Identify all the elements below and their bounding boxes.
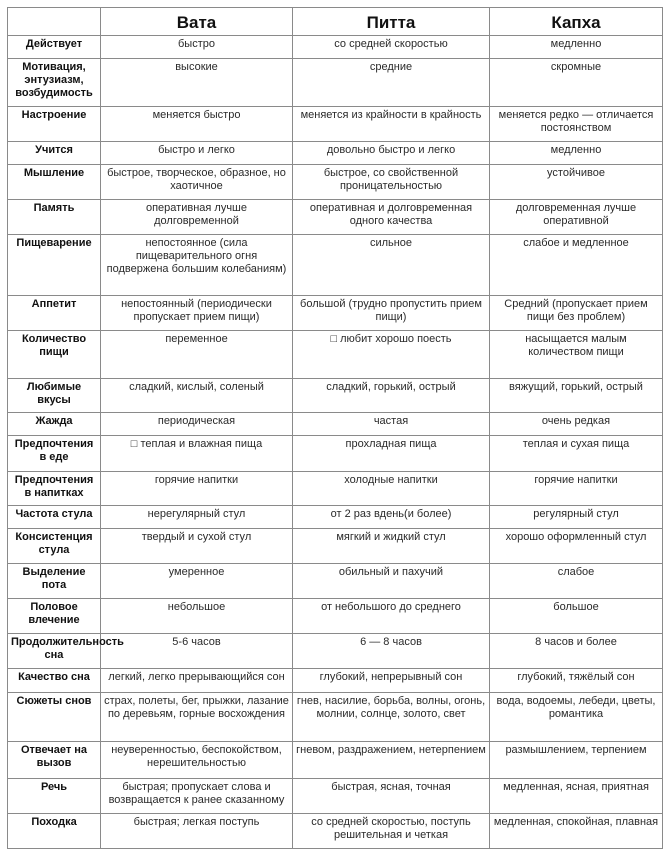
row-label: Настроение — [8, 107, 101, 142]
table-row — [8, 693, 663, 742]
table-row — [8, 165, 663, 200]
cell-pitta: глубокий, непрерывный сон — [293, 669, 490, 693]
cell-pitta: гнев, насилие, борьба, волны, огонь, молнии, солнце, золото, свет — [293, 693, 490, 742]
table-row — [8, 779, 663, 814]
row-label: Действует — [8, 36, 101, 59]
table-row — [8, 331, 663, 379]
dosha-comparison-table — [7, 7, 663, 849]
cell-vata: □ теплая и влажная пища — [101, 436, 293, 472]
cell-pitta: частая — [293, 413, 490, 436]
cell-pitta: холодные напитки — [293, 472, 490, 506]
row-label: Предпочтения в еде — [8, 436, 101, 472]
cell-kapha: регулярный стул — [490, 506, 663, 529]
table-row — [8, 36, 663, 59]
table-row — [8, 506, 663, 529]
cell-pitta: быстрое, со свойственной проницательностью — [293, 165, 490, 200]
cell-kapha: горячие напитки — [490, 472, 663, 506]
table-row — [8, 142, 663, 165]
cell-kapha: медленная, спокойная, плавная — [490, 814, 663, 849]
table-row — [8, 200, 663, 235]
row-label: Частота стула — [8, 506, 101, 529]
cell-kapha: медленно — [490, 142, 663, 165]
cell-vata: переменное — [101, 331, 293, 379]
table-row — [8, 564, 663, 599]
cell-kapha: медленно — [490, 36, 663, 59]
table-row — [8, 436, 663, 472]
cell-vata: меняется быстро — [101, 107, 293, 142]
cell-kapha: очень редкая — [490, 413, 663, 436]
header-corner — [8, 8, 101, 36]
cell-kapha: медленная, ясная, приятная — [490, 779, 663, 814]
cell-kapha: размышлением, терпением — [490, 742, 663, 779]
cell-kapha: устойчивое — [490, 165, 663, 200]
cell-pitta: мягкий и жидкий стул — [293, 529, 490, 564]
row-label: Память — [8, 200, 101, 235]
cell-pitta: □ любит хорошо поесть — [293, 331, 490, 379]
table-row — [8, 599, 663, 634]
cell-pitta: от небольшого до среднего — [293, 599, 490, 634]
cell-pitta: обильный и пахучий — [293, 564, 490, 599]
table-row — [8, 472, 663, 506]
cell-pitta: средние — [293, 59, 490, 107]
row-label: Сюжеты снов — [8, 693, 101, 742]
cell-vata: непостоянный (периодически пропускает прием пищи) — [101, 296, 293, 331]
table-row — [8, 742, 663, 779]
row-label: Любимые вкусы — [8, 379, 101, 413]
table-row — [8, 413, 663, 436]
cell-pitta: большой (трудно пропустить прием пищи) — [293, 296, 490, 331]
header-kapha: Капха — [490, 8, 663, 36]
row-label: Аппетит — [8, 296, 101, 331]
cell-kapha: меняется редко — отличается постоянством — [490, 107, 663, 142]
table-row — [8, 235, 663, 296]
cell-vata: твердый и сухой стул — [101, 529, 293, 564]
row-label: Мышление — [8, 165, 101, 200]
row-label: Речь — [8, 779, 101, 814]
row-label: Жажда — [8, 413, 101, 436]
cell-vata: быстро — [101, 36, 293, 59]
table-body — [8, 36, 663, 849]
table-row — [8, 634, 663, 669]
cell-kapha: 8 часов и более — [490, 634, 663, 669]
cell-kapha: вяжущий, горький, острый — [490, 379, 663, 413]
cell-pitta: прохладная пища — [293, 436, 490, 472]
row-label: Количество пищи — [8, 331, 101, 379]
cell-kapha: вода, водоемы, лебеди, цветы, романтика — [490, 693, 663, 742]
table-row — [8, 379, 663, 413]
cell-vata: быстрая; пропускает слова и возвращается к ранее сказанному — [101, 779, 293, 814]
cell-pitta: со средней скоростью — [293, 36, 490, 59]
cell-vata: периодическая — [101, 413, 293, 436]
cell-vata: высокие — [101, 59, 293, 107]
cell-pitta: сладкий, горький, острый — [293, 379, 490, 413]
cell-vata: нерегулярный стул — [101, 506, 293, 529]
cell-kapha: насыщается малым количеством пищи — [490, 331, 663, 379]
cell-vata: горячие напитки — [101, 472, 293, 506]
header-row — [8, 8, 663, 36]
table-row — [8, 814, 663, 849]
cell-pitta: быстрая, ясная, точная — [293, 779, 490, 814]
row-label: Походка — [8, 814, 101, 849]
row-label: Отвечает на вызов — [8, 742, 101, 779]
cell-kapha: слабое и медленное — [490, 235, 663, 296]
row-label: Продолжительность сна — [8, 634, 101, 669]
table-row — [8, 529, 663, 564]
cell-kapha: большое — [490, 599, 663, 634]
cell-pitta: гневом, раздражением, нетерпением — [293, 742, 490, 779]
table-row — [8, 107, 663, 142]
cell-pitta: оперативная и долговременная одного качества — [293, 200, 490, 235]
cell-vata: быстрая; легкая поступь — [101, 814, 293, 849]
row-label: Мотивация, энтузиазм, возбудимость — [8, 59, 101, 107]
cell-pitta: меняется из крайности в крайность — [293, 107, 490, 142]
row-label: Пищеварение — [8, 235, 101, 296]
cell-kapha: Средний (пропускает прием пищи без проблем) — [490, 296, 663, 331]
cell-vata: быстро и легко — [101, 142, 293, 165]
cell-vata: небольшое — [101, 599, 293, 634]
cell-pitta: 6 — 8 часов — [293, 634, 490, 669]
header-pitta: Питта — [293, 8, 490, 36]
row-label: Качество сна — [8, 669, 101, 693]
cell-kapha: скромные — [490, 59, 663, 107]
row-label: Половое влечение — [8, 599, 101, 634]
table-row — [8, 669, 663, 693]
table-row — [8, 59, 663, 107]
cell-pitta: от 2 раз вдень(и более) — [293, 506, 490, 529]
cell-pitta: довольно быстро и легко — [293, 142, 490, 165]
cell-kapha: теплая и сухая пища — [490, 436, 663, 472]
cell-vata: страх, полеты, бег, прыжки, лазание по деревьям, горные восхождения — [101, 693, 293, 742]
row-label: Предпочтения в напитках — [8, 472, 101, 506]
cell-vata: умеренное — [101, 564, 293, 599]
row-label: Консистенция стула — [8, 529, 101, 564]
cell-vata: быстрое, творческое, образное, но хаотичное — [101, 165, 293, 200]
header-vata: Вата — [101, 8, 293, 36]
cell-kapha: глубокий, тяжёлый сон — [490, 669, 663, 693]
cell-vata: 5-6 часов — [101, 634, 293, 669]
cell-vata: непостоянное (сила пищеварительного огня подвержена большим колебаниям) — [101, 235, 293, 296]
row-label: Учится — [8, 142, 101, 165]
cell-vata: легкий, легко прерывающийся сон — [101, 669, 293, 693]
table-row — [8, 296, 663, 331]
cell-kapha: слабое — [490, 564, 663, 599]
cell-vata: сладкий, кислый, соленый — [101, 379, 293, 413]
row-label: Выделение пота — [8, 564, 101, 599]
cell-vata: оперативная лучше долговременной — [101, 200, 293, 235]
cell-vata: неуверенностью, беспокойством, нерешительностью — [101, 742, 293, 779]
cell-kapha: долговременная лучше оперативной — [490, 200, 663, 235]
cell-pitta: со средней скоростью, поступь решительная и четкая — [293, 814, 490, 849]
cell-pitta: сильное — [293, 235, 490, 296]
cell-kapha: хорошо оформленный стул — [490, 529, 663, 564]
